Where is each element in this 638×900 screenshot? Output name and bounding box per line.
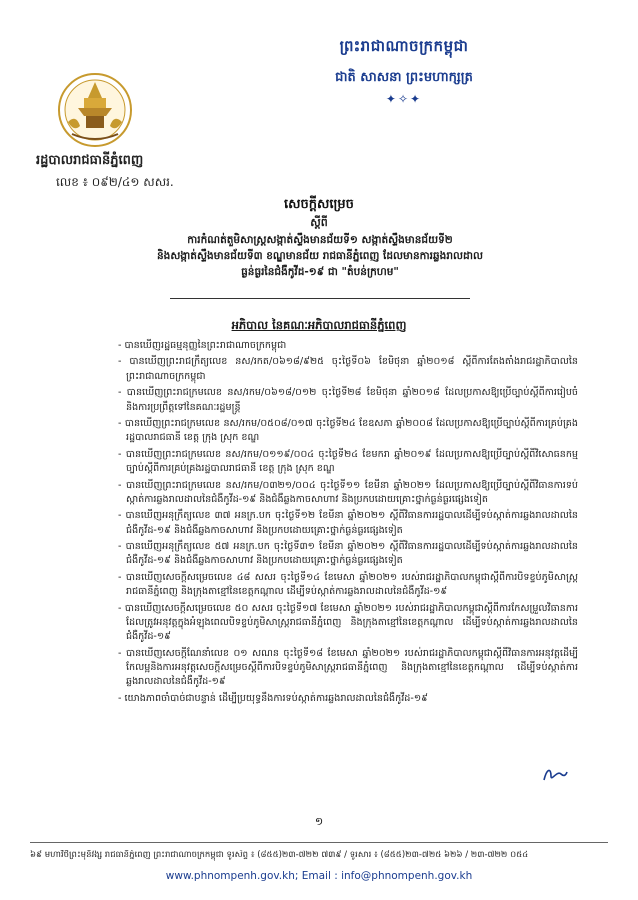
phnom-penh-emblem-icon (56, 70, 134, 148)
citation-item: - បានឃើញព្រះរាជក្រមលេខ នស/រកម/០៥០៨/០១៧ ចុះថ្ងៃទី២៤ ខែឧសភា ឆ្នាំ២០០៨ ដែលប្រកាសឱ្យប្រើច្បាប់ស្តីពីការគ្រប់គ្រងរដ្ឋបាលរាជធានី ខេត្ត ក្រុង ស្រុក ខណ្ឌ (118, 418, 578, 444)
citation-item: - បានឃើញព្រះរាជក្រមលេខ នស/រកម/០១១៩/០០៤ ចុះថ្ងៃទី២៤ ខែមករា ឆ្នាំ២០១៩ ដែលប្រកាសឱ្យប្រើច្បាប់ស្តីពីវិសោធនកម្មច្បាប់ស្តីពីការគ្រប់គ្រងរដ្ឋបាលរាជធានី ខេត្ត ក្រុង ស្រុក ខណ្ឌ (118, 448, 578, 475)
initial-signature-icon (541, 766, 569, 784)
page-number: ១ (314, 815, 324, 828)
citation-item: - បានឃើញសេចក្តីសម្រេចលេខ ៥០ សសរ ចុះថ្ងៃទី១៧ ខែមេសា ឆ្នាំ២០២១ របស់រាជរដ្ឋាភិបាលកម្ពុជាស្តីពីការកែសម្រួលវិធានការដែលត្រូវអនុវត្តក្នុងអំឡុងពេលបិទខ្ទប់ភូមិសាស្ត្ររាជធានីភ្នំពេញ និងក្រុងតាខ្មៅនៃខេត្តកណ្តាល ដើម្បីទប់ស្កាត់ការឆ្លងរាលដាលនៃជំងឺកូវីដ-១៩ (118, 602, 578, 643)
citations-list (118, 339, 578, 708)
citation-item: - បានឃើញព្រះរាជក្រឹត្យលេខ នស/រកត/០៦១៨/៩២៥ ចុះថ្ងៃទី០៦ ខែមិថុនា ឆ្នាំ២០១៨ ស្តីពីការតែងតាំងរាជរដ្ឋាភិបាលនៃព្រះរាជាណាចក្រកម្ពុជា (118, 356, 578, 382)
citation-item: - បានឃើញសេចក្តីសម្រេចលេខ ៤៨ សសរ ចុះថ្ងៃទី១៤ ខែមេសា ឆ្នាំ២០២១ របស់រាជរដ្ឋាភិបាលកម្ពុជាស្តីពីការបិទខ្ទប់ភូមិសាស្ត្ររាជធានីភ្នំពេញ និងក្រុងតាខ្មៅនៃខេត្តកណ្តាល ដើម្បីទប់ស្កាត់ការឆ្លងរាលដាលនៃជំងឺកូវីដ-១៩ (118, 571, 578, 598)
citation-item: - បានឃើញព្រះរាជក្រមលេខ នស/រកម/០៦១៨/០១២ ចុះថ្ងៃទី២៨ ខែមិថុនា ឆ្នាំ២០១៨ ដែលប្រកាសឱ្យប្រើច្បាប់ស្តីពីការរៀបចំ និងការប្រព្រឹត្តទៅនៃគណៈរដ្ឋមន្ត្រី (118, 387, 578, 413)
footer-divider (30, 842, 608, 843)
governor-heading: អភិបាល នៃគណៈអភិបាលរាជធានីភ្នំពេញ (231, 318, 407, 332)
subject-line: ធ្ងន់ធ្ងរនៃជំងឺកូវីដ-១៩ ជា "តំបន់ក្រហម" (241, 266, 399, 278)
reference-number: លេខ ៖ ០៩២/៤១ សសរ. (56, 175, 174, 189)
national-motto: ជាតិ សាសនា ព្រះមហាក្សត្រ (335, 70, 473, 85)
footer-web-email: www.phnompenh.gov.kh; Email : info@phnompenh.gov.kh (165, 870, 473, 882)
kingdom-title: ព្រះរាជាណាចក្រកម្ពុជា (339, 37, 469, 55)
citation-item: - យោងភាពចាំបាច់ជាបន្ទាន់ ដើម្បីប្រយុទ្ធនឹងការទប់ស្កាត់ការឆ្លងរាលដាលនៃជំងឺកូវីដ-១៩ (118, 692, 428, 704)
decision-subtitle: ស្តីពី (310, 216, 328, 229)
decision-title: សេចក្តីសម្រេច (284, 197, 354, 212)
issuing-authority: រដ្ឋបាលរាជធានីភ្នំពេញ (36, 153, 144, 168)
divider (170, 298, 470, 299)
citation-item: - បានឃើញអនុក្រឹត្យលេខ ៥៧ អនក្រ.បក ចុះថ្ងៃទី៣១ ខែមីនា ឆ្នាំ២០២១ ស្តីពីវិធានការរដ្ឋបាលដើម្បីទប់ស្កាត់ការឆ្លងរាលដាលនៃជំងឺកូវីដ-១៩ និងជំងឺឆ្លងកាចសាហាវ និងប្រកបដោយគ្រោះថ្នាក់ធ្ងន់ធ្ងរផ្សេងទៀត (118, 541, 578, 567)
header-ornament: ✦✧✦ (385, 92, 423, 106)
decision-subject (60, 232, 580, 280)
citation-item: - បានឃើញរដ្ឋធម្មនុញ្ញនៃព្រះរាជាណាចក្រកម្ពុជា (118, 340, 287, 351)
citation-item: - បានឃើញសេចក្តីណែនាំលេខ ០១ សណន ចុះថ្ងៃទី១៨ ខែមេសា ឆ្នាំ២០២១ របស់រាជរដ្ឋាភិបាលកម្ពុជាស្តីពីវិធានការអនុវត្តដើម្បីកែលម្អនិងការអនុវត្តសេចក្តីសម្រេចស្តីពីការបិទខ្ទប់ភូមិសាស្ត្ររាជធានីភ្នំពេញ និងក្រុងតាខ្មៅនៃខេត្តកណ្តាល ដើម្បីទប់ស្កាត់ការឆ្លងរាលដាលនៃជំងឺកូវីដ-១៩ (118, 647, 578, 688)
citation-item: - បានឃើញព្រះរាជក្រមលេខ នស/រកម/០៣២១/០០៤ ចុះថ្ងៃទី១១ ខែមីនា ឆ្នាំ២០២១ ដែលប្រកាសឱ្យប្រើច្បាប់ស្តីពីវិធានការទប់ស្កាត់ការឆ្លងរាលដាលនៃជំងឺកូវីដ-១៩ និងជំងឺឆ្លងកាចសាហាវ និងប្រកបដោយគ្រោះថ្នាក់ធ្ងន់ធ្ងរផ្សេងទៀត (118, 479, 578, 505)
subject-line: និងសង្កាត់ស្ទឹងមានជ័យទី៣ ខណ្ឌមានជ័យ រាជធានីភ្នំពេញ ដែលមានការឆ្លងរាលដាល (156, 250, 484, 262)
footer-address: ៦៩ មហាវិថីព្រះមុនីវង្ស រាជធានីភ្នំពេញ ព្រះរាជាណាចក្រកម្ពុជា ទូរស័ព្ទ ៖ (៨៥៥)២៣-៧២២ ៧៣៩ / ទូរសារ ៖ (៨៥៥)២៣-៧២៥ ៦២៦ / ២៣-៧២២ ០៥៤ (30, 850, 529, 860)
subject-line: ការកំណត់តួមិសាស្ត្រសង្កាត់ស្ទឹងមានជ័យទី១ សង្កាត់ស្ទឹងមានជ័យទី២ (187, 234, 453, 246)
citation-item: - បានឃើញអនុក្រឹត្យលេខ ៣៧ អនក្រ.បក ចុះថ្ងៃទី១២ ខែមីនា ឆ្នាំ២០២១ ស្តីពីវិធានការរដ្ឋបាលដើម្បីទប់ស្កាត់ការឆ្លងរាលដាលនៃជំងឺកូវីដ-១៩ និងជំងឺឆ្លងកាចសាហាវ និងប្រកបដោយគ្រោះថ្នាក់ធ្ងន់ធ្ងរផ្សេងទៀត (118, 510, 578, 536)
